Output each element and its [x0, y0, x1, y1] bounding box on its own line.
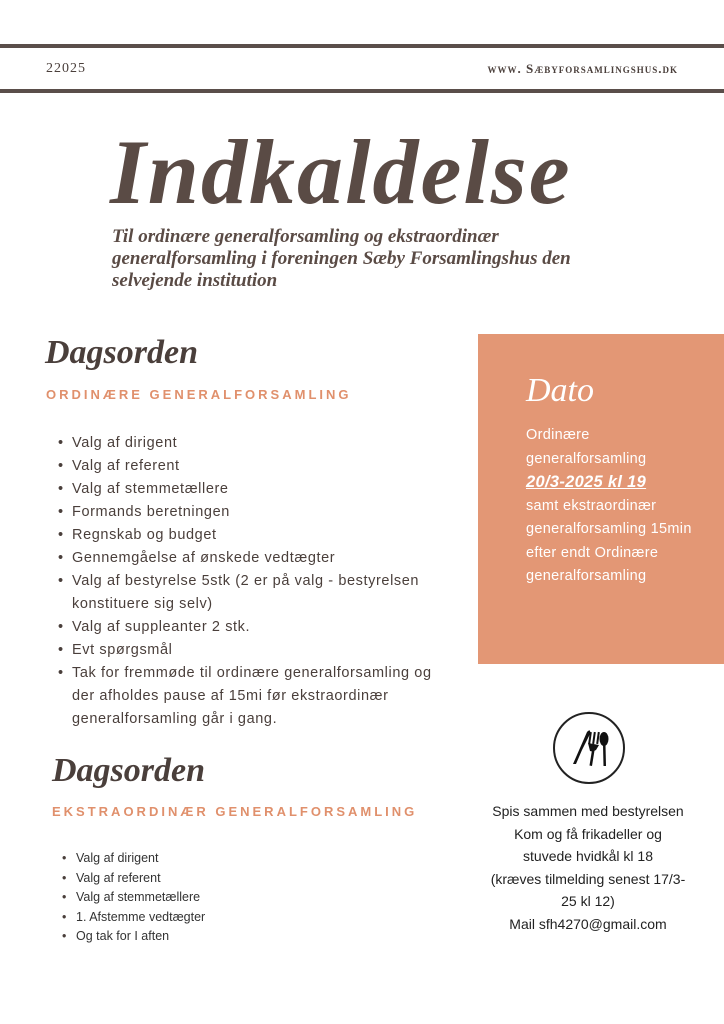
header-website-link[interactable]: www. Sæbyforsamlingshus.dk [487, 61, 678, 76]
date-line-ordinary: Ordinære generalforsamling [526, 427, 647, 467]
list-item: • Regnskab og budget [58, 524, 458, 547]
list-item: • Valg af referent [58, 455, 458, 478]
extraordinary-agenda-list [62, 849, 362, 947]
list-item: • Valg af stemmetællere [62, 888, 362, 908]
list-item: • Valg af suppleanter 2 stk. [58, 616, 458, 639]
list-item: • Valg af referent [62, 869, 362, 889]
date-title: Dato [526, 372, 594, 409]
header-top-rule [0, 44, 724, 48]
list-item: • Formands beretningen [58, 501, 458, 524]
page-subtitle: Til ordinære generalforsamling og ekstraordinær generalforsamling i foreningen Sæby Forsamlingshus den selvejende institution [112, 226, 571, 291]
dinner-contact-email[interactable]: Mail sfh4270@gmail.com [509, 915, 667, 932]
extraordinary-agenda-heading: Dagsorden [52, 752, 206, 789]
list-item: • Valg af dirigent [58, 432, 458, 455]
header-year: 22025 [46, 61, 86, 76]
dinner-line: Spis sammen med bestyrelsen [492, 803, 684, 819]
page-title: Indkaldelse [110, 121, 572, 223]
dinner-line: Kom og få frikadeller og stuvede hvidkål kl 18 [514, 825, 662, 864]
list-item: • 1. Afstemme vedtægter [62, 908, 362, 928]
ordinary-agenda-subheading: ORDINÆRE GENERALFORSAMLING [46, 387, 352, 402]
cutlery-icon [553, 712, 625, 784]
list-item: • Og tak for I aften [62, 927, 362, 947]
list-item: • Evt spørgsmål [58, 639, 458, 662]
list-item: • Valg af stemmetællere [58, 478, 458, 501]
list-item: • Gennemgåelse af ønskede vedtægter [58, 547, 458, 570]
extraordinary-agenda-subheading: EKSTRAORDINÆR GENERALFORSAMLING [52, 804, 418, 819]
date-line-extraordinary: samt ekstraordinær generalforsamling 15min efter endt Ordinære generalforsamling [526, 497, 692, 584]
dinner-line: (kræves tilmelding senest 17/3-25 kl 12) [490, 870, 686, 909]
list-item: • Valg af bestyrelse 5stk (2 er på valg - bestyrelsen konstituere sig selv) [58, 570, 458, 616]
date-highlight: 20/3-2025 kl 19 [526, 473, 647, 491]
header-bottom-rule [0, 89, 724, 93]
cutlery-icon-svg [565, 724, 613, 772]
list-item: • Tak for fremmøde til ordinære generalforsamling og der afholdes pause af 15mi før ekstraordinær generalforsamling går i gang. [58, 662, 458, 731]
date-panel [478, 334, 724, 664]
ordinary-agenda-list [58, 432, 458, 731]
ordinary-agenda-heading: Dagsorden [45, 334, 199, 371]
dinner-invitation [488, 800, 688, 935]
list-item: • Valg af dirigent [62, 849, 362, 869]
date-details [526, 424, 706, 589]
